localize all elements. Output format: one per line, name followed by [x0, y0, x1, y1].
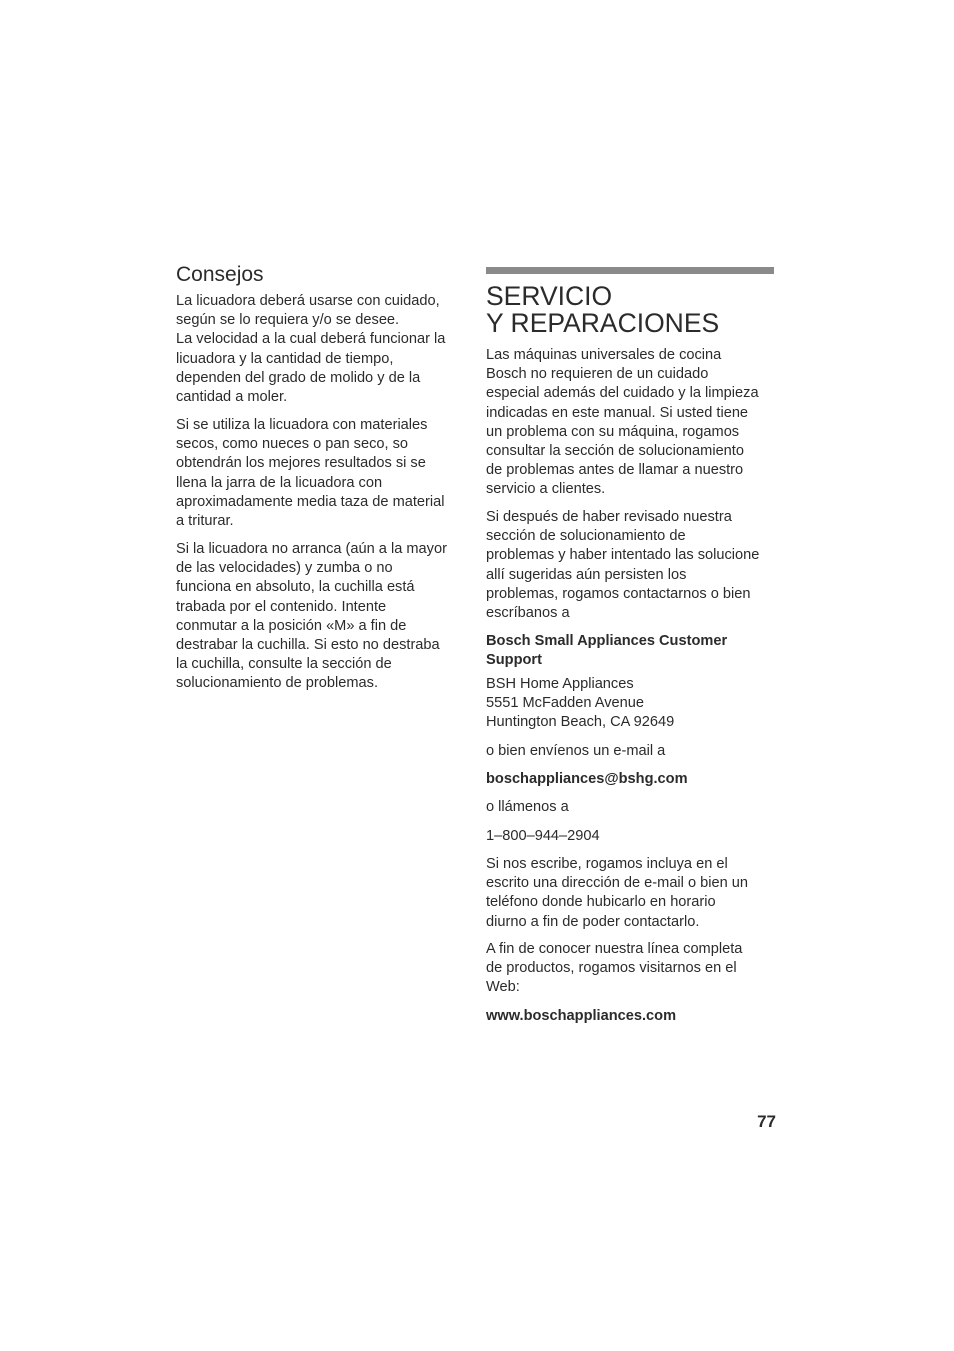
support-email-link[interactable]: boschappliances@bshg.com	[486, 771, 688, 787]
web-intro-paragraph: A fin de conocer nuestra línea completa de productos, rogamos visitarnos en el Web:	[486, 941, 743, 996]
section-divider-bar	[486, 267, 774, 274]
consejos-heading: Consejos	[176, 263, 264, 286]
consejos-paragraph-blade-stuck: Si la licuadora no arranca (aún a la mayor de las velocidades) y zumba o no funciona en absoluto, la cuchilla está trabada por el contenido. Intente conmutar a la posición «M» a fin de destrabar la cuchilla. Si esto no destraba la cuchilla, consulte la sección de solucionamiento de problemas.	[176, 541, 447, 692]
support-title: Bosch Small Appliances Customer Support	[486, 633, 728, 669]
servicio-heading: SERVICIO Y REPARACIONES	[486, 281, 720, 338]
write-note-paragraph: Si nos escribe, rogamos incluya en el escrito una dirección de e-mail o bien un teléfono donde hubicarlo en horario diurno a fin de poder contactarlo.	[486, 856, 749, 930]
page-number: 77	[757, 1112, 776, 1131]
service-intro-paragraph: Las máquinas universales de cocina Bosch no requieren de un cuidado especial además del cuidado y la limpieza indicadas en este manual. Si usted tiene un problema con su máquina, rogamos consultar la sección de solucionamiento de problemas antes de llamar a nuestro servicio a clientes.	[486, 347, 759, 498]
support-phone-number: 1–800–944–2904	[486, 828, 600, 844]
consejos-paragraph-usage: La licuadora deberá usarse con cuidado, según se lo requiera y/o se desee. La velocidad a la cual deberá funcionar la licuadora y la cantidad de tiempo, dependen del grado de molido y de la cantidad a moler.	[176, 293, 446, 406]
consejos-paragraph-dry-materials: Si se utiliza la licuadora con materiales secos, como nueces o pan seco, so obtendrán los mejores resultados si se llena la jarra de la licuadora con aproximadamente media taza de material a triturar.	[176, 417, 445, 530]
email-intro-text: o bien envíenos un e-mail a	[486, 743, 666, 759]
service-review-paragraph: Si después de haber revisado nuestra sección de solucionamiento de problemas y haber intentado las solucione allí sugeridas aún persisten los problemas, rogamos contactarnos o bien escríbanos a	[486, 509, 760, 622]
phone-intro-text: o llámenos a	[486, 799, 569, 815]
support-address: BSH Home Appliances 5551 McFadden Avenue Huntington Beach, CA 92649	[486, 676, 675, 731]
website-link[interactable]: www.boschappliances.com	[486, 1008, 677, 1024]
